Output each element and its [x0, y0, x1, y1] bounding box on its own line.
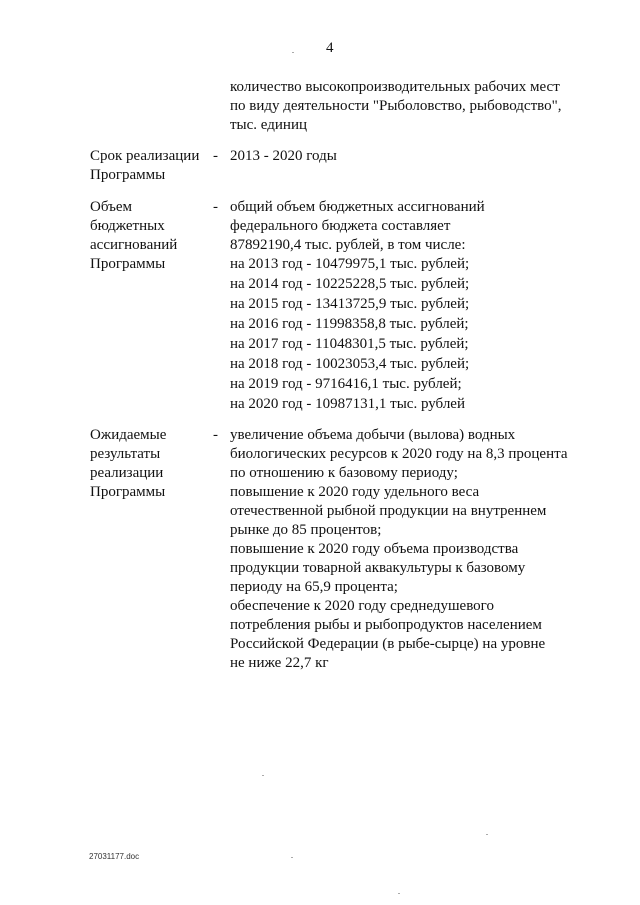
- row-value: на 2020 год - 10987131,1 тыс. рублей: [230, 396, 465, 412]
- row-value: повышение к 2020 году объема производства: [230, 541, 519, 557]
- row-value: периоду на 65,9 процента;: [230, 579, 398, 595]
- row-value: Российской Федерации (в рыбе-сырце) на уровне: [230, 636, 546, 652]
- scan-speck: [398, 893, 400, 894]
- row-value: 87892190,4 тыс. рублей, в том числе:: [230, 237, 466, 253]
- scan-speck: [291, 857, 293, 858]
- row-value: потребления рыбы и рыбопродуктов населением: [230, 617, 542, 633]
- row-value: на 2019 год - 9716416,1 тыс. рублей;: [230, 376, 462, 392]
- row-label: Программы: [90, 167, 166, 183]
- row-value: по отношению к базовому периоду;: [230, 465, 458, 481]
- row-value: не ниже 22,7 кг: [230, 655, 329, 671]
- row-label: ассигнований: [90, 237, 178, 253]
- row-value: биологических ресурсов к 2020 году на 8,3 процента: [230, 446, 568, 462]
- row-value: общий объем бюджетных ассигнований: [230, 199, 485, 215]
- intro-line: тыс. единиц: [230, 117, 307, 133]
- row-value: на 2017 год - 11048301,5 тыс. рублей;: [230, 336, 469, 352]
- row-value: на 2016 год - 11998358,8 тыс. рублей;: [230, 316, 469, 332]
- row-label: бюджетных: [90, 218, 165, 234]
- row-value: повышение к 2020 году удельного веса: [230, 484, 480, 500]
- row-label: Ожидаемые: [90, 427, 167, 443]
- row-dash: -: [213, 148, 218, 164]
- scan-speck: [486, 834, 488, 835]
- row-value: федерального бюджета составляет: [230, 218, 451, 234]
- row-value: продукции товарной аквакультуры к базовому: [230, 560, 526, 576]
- scan-speck: [262, 775, 264, 776]
- intro-line: количество высокопроизводительных рабочих мест: [230, 79, 560, 95]
- row-value: на 2015 год - 13413725,9 тыс. рублей;: [230, 296, 470, 312]
- row-label: Срок реализации: [90, 148, 200, 164]
- row-label: реализации: [90, 465, 164, 481]
- scan-speck: [292, 52, 294, 53]
- row-dash: -: [213, 427, 218, 443]
- row-label: результаты: [90, 446, 161, 462]
- row-value: 2013 - 2020 годы: [230, 148, 337, 164]
- footer-filename: 27031177.doc: [89, 852, 140, 861]
- row-value: на 2018 год - 10023053,4 тыс. рублей;: [230, 356, 470, 372]
- row-value: рынке до 85 процентов;: [230, 522, 382, 538]
- row-value: на 2013 год - 10479975,1 тыс. рублей;: [230, 256, 470, 272]
- row-value: увеличение объема добычи (вылова) водных: [230, 427, 516, 443]
- row-label: Программы: [90, 256, 166, 272]
- page-number: 4: [326, 40, 334, 56]
- intro-line: по виду деятельности "Рыболовство, рыбоводство",: [230, 98, 562, 114]
- row-value: отечественной рыбной продукции на внутреннем: [230, 503, 547, 519]
- row-label: Программы: [90, 484, 166, 500]
- row-value: на 2014 год - 10225228,5 тыс. рублей;: [230, 276, 470, 292]
- row-dash: -: [213, 199, 218, 215]
- row-label: Объем: [90, 199, 132, 215]
- row-value: обеспечение к 2020 году среднедушевого: [230, 598, 494, 614]
